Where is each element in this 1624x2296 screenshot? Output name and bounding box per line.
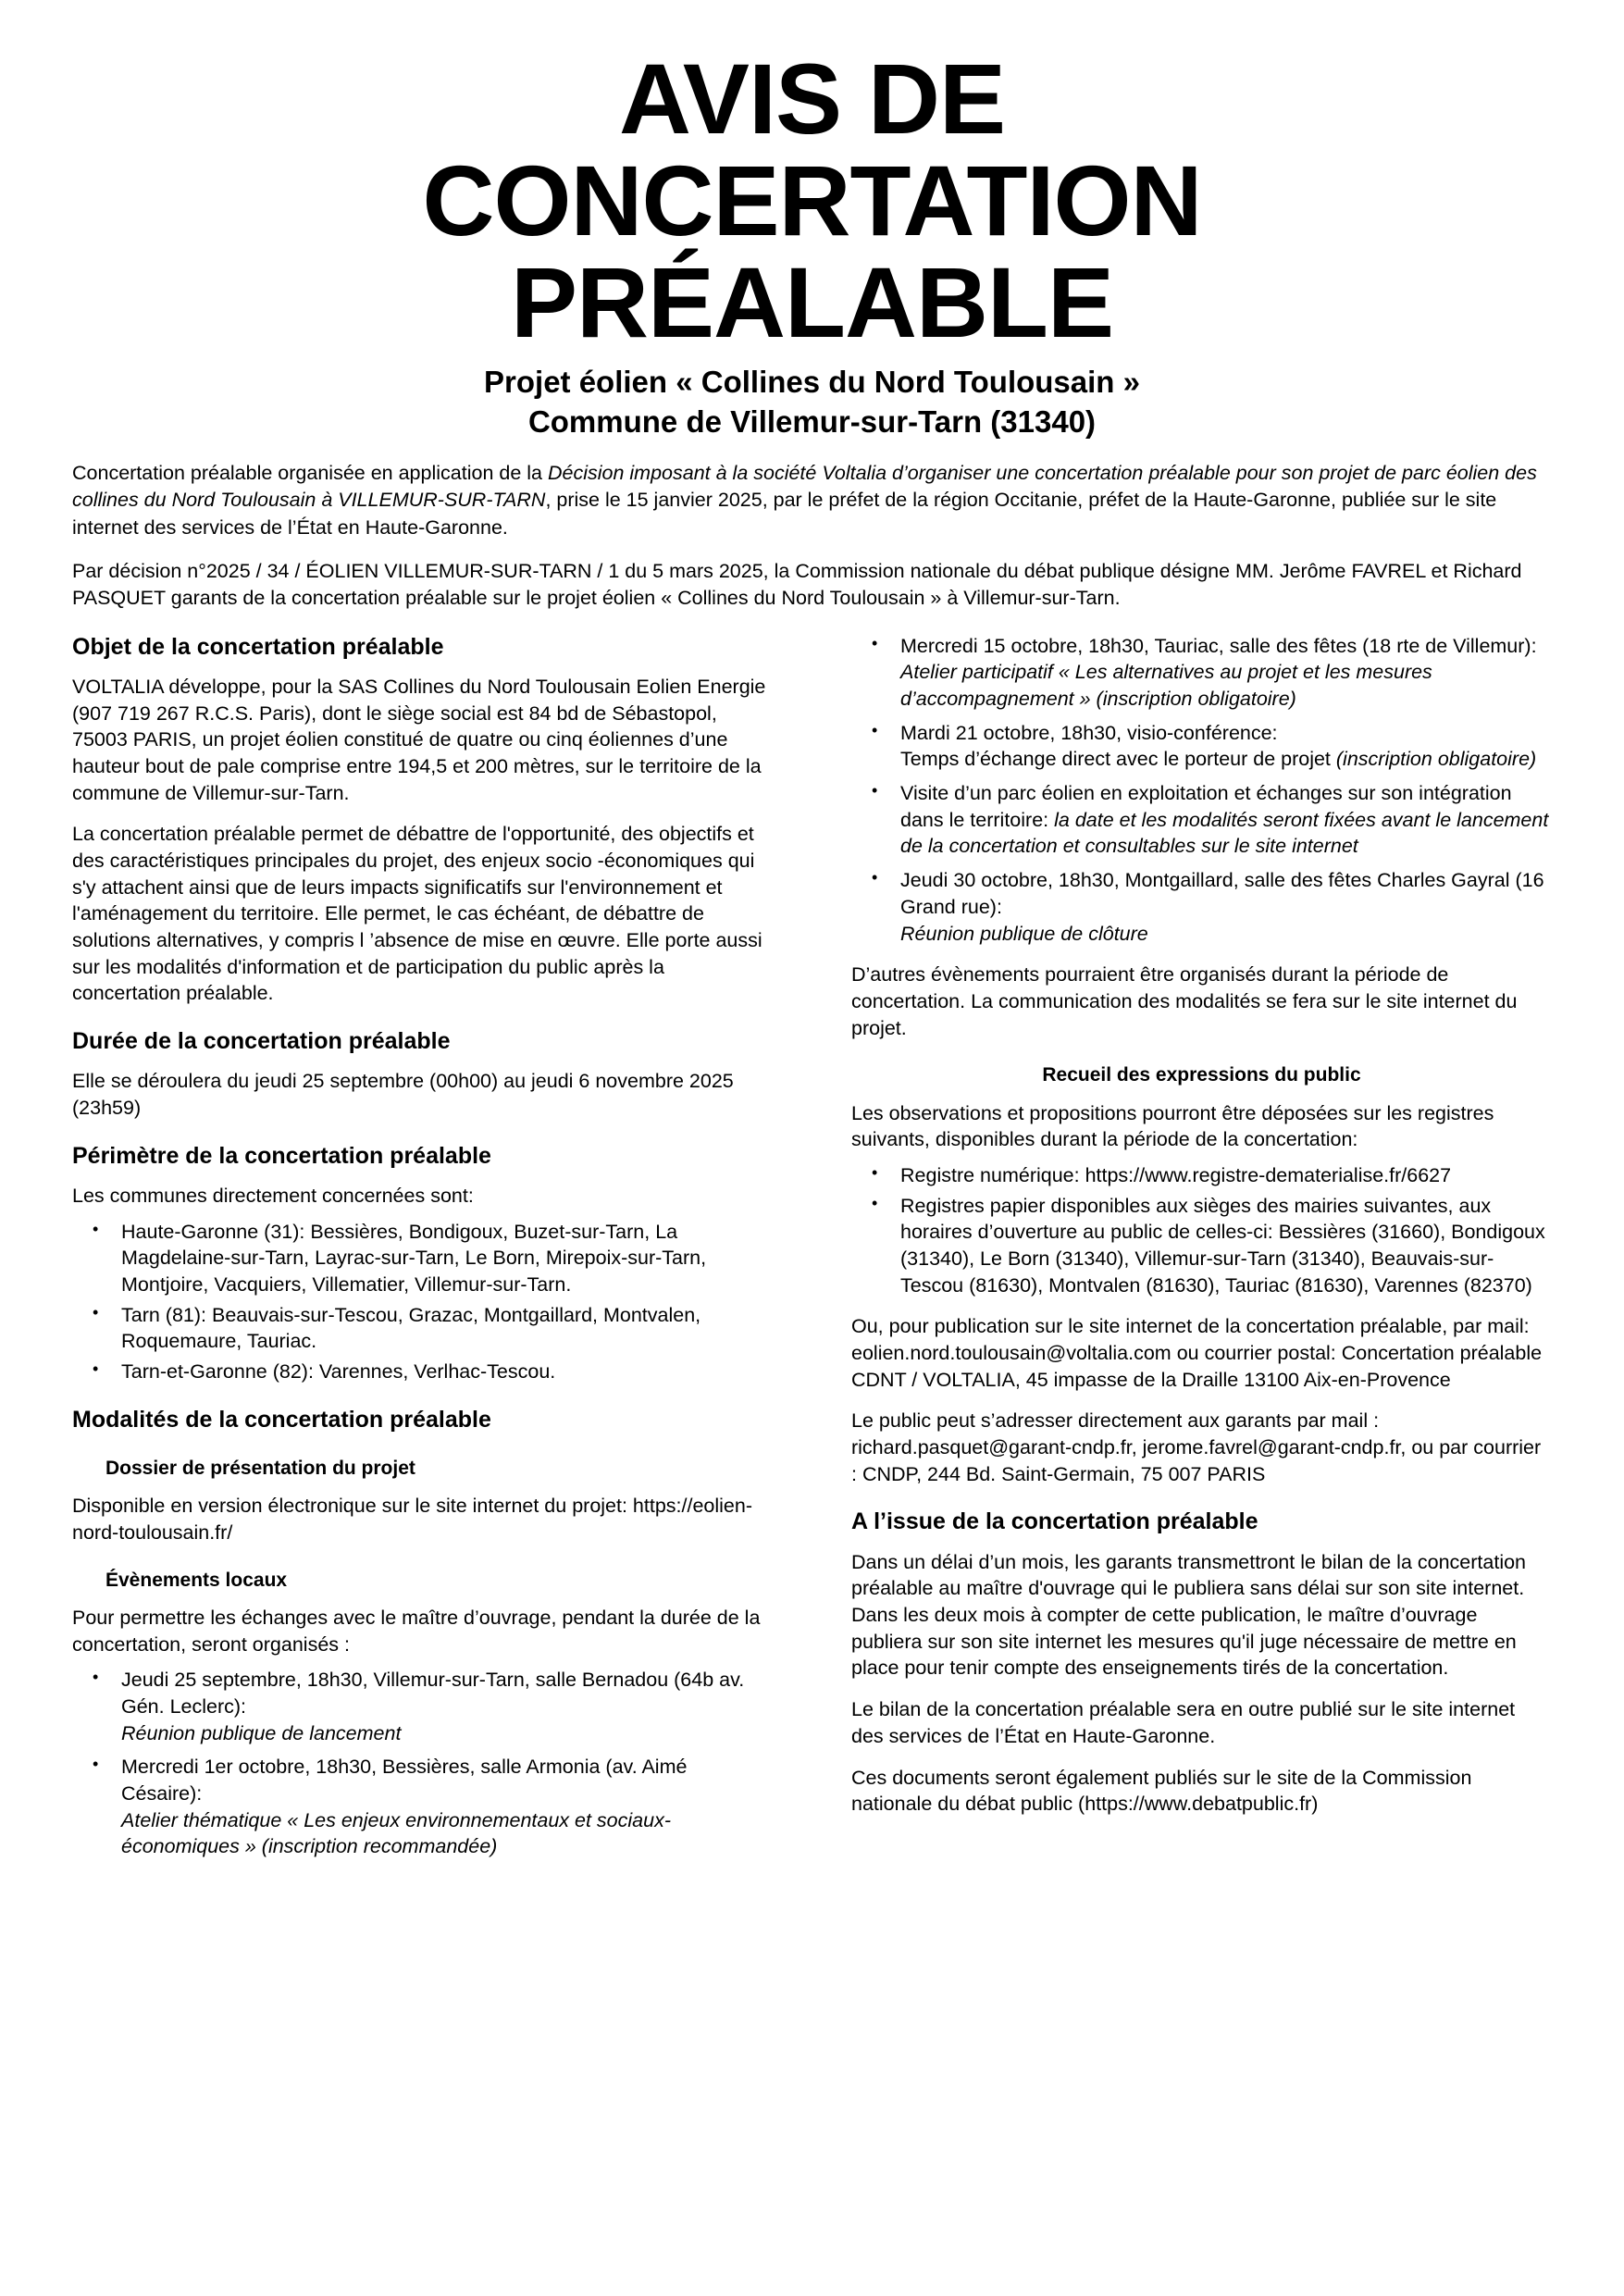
- title-line-3: PRÉALABLE: [510, 246, 1114, 359]
- heading-recueil-expressions: Recueil des expressions du public: [1042, 1064, 1361, 1086]
- heading-perimetre: Périmètre de la concertation préalable: [72, 1142, 491, 1169]
- list-item: [851, 780, 1552, 860]
- objet-paragraph-1: VOLTALIA développe, pour la SAS Collines du Nord Toulousain Eolien Energie (907 719 267 R.C.S. Paris), dont le siège social est 84 bd de Sébastopol, 75003 PARIS, un projet éolien constitué de quatre ou cinq éoliennes d’une hauteur bout de pale comprise entre 194,5 et 200 mètres, sur le territoire de la commune de Villemur-sur-Tarn.: [72, 675, 766, 804]
- heading-dossier-presentation: Dossier de présentation du projet: [105, 1458, 415, 1480]
- project-subtitle: [72, 363, 1552, 441]
- recueil-paragraph-2: Ou, pour publication sur le site internet de la concertation préalable, par mail: eolien.nord.toulousain@voltalia.com ou courrier postal: Concertation préalable CDNT / VOLTALIA, 45 impasse de la Draille 13100 Aix-en-Provence: [851, 1315, 1543, 1391]
- intro-paragraph-2: Par décision n°2025 / 34 / ÉOLIEN VILLEMUR-SUR-TARN / 1 du 5 mars 2025, la Commission nationale du débat publique désigne MM. Jerôme FAVREL et Richard PASQUET garants de la concertation préalable sur le projet éolien « Collines du Nord Toulousain » à Villemur-sur-Tarn.: [72, 559, 1522, 610]
- event-main-line: Jeudi 30 octobre, 18h30, Montgaillard, salle des fêtes Charles Gayral (16 Grand rue):: [900, 869, 1544, 918]
- two-column-body: [72, 633, 1552, 1876]
- title-line-2: CONCERTATION: [422, 144, 1202, 257]
- intro-block: [72, 460, 1552, 613]
- recueil-paragraph-3: Le public peut s’adresser directement aux garants par mail : richard.pasquet@garant-cndp.fr, jerome.favrel@garant-cndp.fr, ou par courrier : CNDP, 244 Bd. Saint-Germain, 75 007 PARIS: [851, 1409, 1542, 1485]
- intro-p1-part-b: , prise le 15 janvier 2025, par le préfet de la région Occitanie, préfet de la Haute-Garonne, publiée sur le site internet des services de l’État en Haute-Garonne.: [72, 489, 1497, 539]
- event-secondary-line: Temps d’échange direct avec le porteur de projet: [900, 748, 1336, 771]
- list-item: • Registre numérique: https://www.registre-dematerialise.fr/6627: [851, 1162, 1552, 1189]
- event-detail-italic: Atelier participatif « Les alternatives au projet et les mesures d’accompagnement » (inscription obligatoire): [900, 661, 1432, 711]
- event-main-line: Visite d’un parc éolien en exploitation et échanges sur son intégration dans le territoire:: [900, 782, 1512, 831]
- event-main-line: Mardi 21 octobre, 18h30, visio-conférence:: [900, 721, 1278, 744]
- list-item: • Registres papier disponibles aux sièges des mairies suivantes, aux horaires d’ouverture au public de celles-ci: Bessières (31660), Bondigoux (31340), Le Born (31340), Villemur-sur-Tarn (31340), Beauvais-sur-Tescou (81630), Montvalen (81630), Tauriac (81630), Varennes (82370): [851, 1193, 1552, 1299]
- heading-objet: Objet de la concertation préalable: [72, 633, 444, 660]
- list-item: [851, 633, 1552, 713]
- event-detail-italic: Réunion publique de lancement: [121, 1721, 402, 1744]
- left-column: [72, 633, 773, 1876]
- registres-list: [851, 1162, 1552, 1298]
- event-main-line: Jeudi 25 septembre, 18h30, Villemur-sur-Tarn, salle Bernadou (64b av. Gén. Leclerc):: [121, 1669, 745, 1719]
- subtitle-commune: Commune de Villemur-sur-Tarn (31340): [527, 403, 1097, 439]
- list-item: [851, 720, 1552, 773]
- evenements-list-right: [851, 633, 1552, 948]
- page-title: [72, 43, 1552, 359]
- issue-paragraph-1: Dans un délai d’un mois, les garants transmettront le bilan de la concertation préalable au maître d'ouvrage qui le publiera sans délai sur son site internet. Dans les deux mois à compter de cette publication, le maître d’ouvrage publiera sur son site internet les mesures qu'il juge nécessaire de mettre en place pour tenir compte des enseignements tirés de la concertation.: [851, 1550, 1527, 1680]
- list-item: • Tarn-et-Garonne (82): Varennes, Verlhac-Tescou.: [72, 1359, 773, 1385]
- event-main-line: Mercredi 15 octobre, 18h30, Tauriac, salle des fêtes (18 rte de Villemur):: [900, 634, 1537, 657]
- list-item: • Haute-Garonne (31): Bessières, Bondigoux, Buzet-sur-Tarn, La Magdelaine-sur-Tarn, Layrac-sur-Tarn, Le Born, Mirepoix-sur-Tarn, Montjoire, Vacquiers, Villematier, Villemur-sur-Tarn.: [72, 1219, 773, 1298]
- perimetre-commune-list: [72, 1219, 773, 1385]
- title-line-1: AVIS DE: [618, 43, 1006, 155]
- intro-paragraph-1: [72, 460, 1552, 541]
- heading-modalites: Modalités de la concertation préalable: [72, 1406, 491, 1433]
- issue-paragraph-2: Le bilan de la concertation préalable sera en outre publié sur le site internet des services de l’État en Haute-Garonne.: [851, 1698, 1516, 1747]
- autres-evenements-paragraph: D’autres évènements pourraient être organisés durant la période de concertation. La communication des modalités se fera sur le site internet du projet.: [851, 963, 1518, 1039]
- recueil-paragraph-1: Les observations et propositions pourront être déposées sur les registres suivants, disponibles durant la période de la concertation:: [851, 1101, 1494, 1151]
- perimetre-paragraph-1: Les communes directement concernées sont:: [72, 1185, 474, 1208]
- heading-evenements-locaux: Évènements locaux: [105, 1569, 288, 1591]
- event-detail-italic: la date et les modalités seront fixées avant le lancement de la concertation et consultables sur le site internet: [900, 808, 1549, 858]
- heading-issue-concertation: A l’issue de la concertation préalable: [851, 1508, 1258, 1535]
- list-item: [72, 1754, 773, 1860]
- intro-p1-part-a: Concertation préalable organisée en application de la: [72, 461, 548, 484]
- evenements-list-left: [72, 1667, 773, 1860]
- evenements-intro-paragraph: Pour permettre les échanges avec le maître d’ouvrage, pendant la durée de la concertation, seront organisés :: [72, 1606, 761, 1656]
- intro-p1-decision-title: Décision imposant à la société Voltalia d’organiser une concertation préalable pour son projet de parc éolien des collines du Nord Toulousain à VILLEMUR-SUR-TARN: [72, 461, 1537, 512]
- dossier-paragraph-1: Disponible en version électronique sur le site internet du projet: https://eolien-nord-toulousain.fr/: [72, 1495, 752, 1545]
- event-detail-italic: Réunion publique de clôture: [900, 922, 1148, 945]
- right-column: [851, 633, 1552, 1832]
- list-item: [72, 1667, 773, 1746]
- heading-duree: Durée de la concertation préalable: [72, 1028, 451, 1055]
- objet-paragraph-2: La concertation préalable permet de débattre de l'opportunité, des objectifs et des caractéristiques principales du projet, des enjeux socio -économiques qui s'y attachent ainsi que de leurs impacts significatifs sur l'environnement et l'aménagement du territoire. Elle permet, le cas échéant, de débattre de solutions alternatives, y compris l ’absence de mise en œuvre. Elle porte aussi sur les modalités d'information et de participation du public après la concertation préalable.: [72, 823, 762, 1005]
- list-item: [851, 867, 1552, 947]
- event-main-line: Mercredi 1er octobre, 18h30, Bessières, salle Armonia (av. Aimé Césaire):: [121, 1756, 688, 1806]
- issue-paragraph-3: Ces documents seront également publiés sur le site de la Commission nationale du débat public (https://www.debatpublic.fr): [851, 1766, 1472, 1816]
- list-item: • Tarn (81): Beauvais-sur-Tescou, Grazac, Montgaillard, Montvalen, Roquemaure, Tauriac.: [72, 1302, 773, 1355]
- event-detail-italic: (inscription obligatoire): [1335, 748, 1537, 771]
- duree-paragraph-1: Elle se déroulera du jeudi 25 septembre (00h00) au jeudi 6 novembre 2025 (23h59): [72, 1070, 734, 1120]
- subtitle-project-name: Projet éolien « Collines du Nord Toulousain »: [484, 365, 1140, 400]
- event-detail-italic: Atelier thématique « Les enjeux environnementaux et sociaux-économiques » (inscription recommandée): [121, 1808, 671, 1858]
